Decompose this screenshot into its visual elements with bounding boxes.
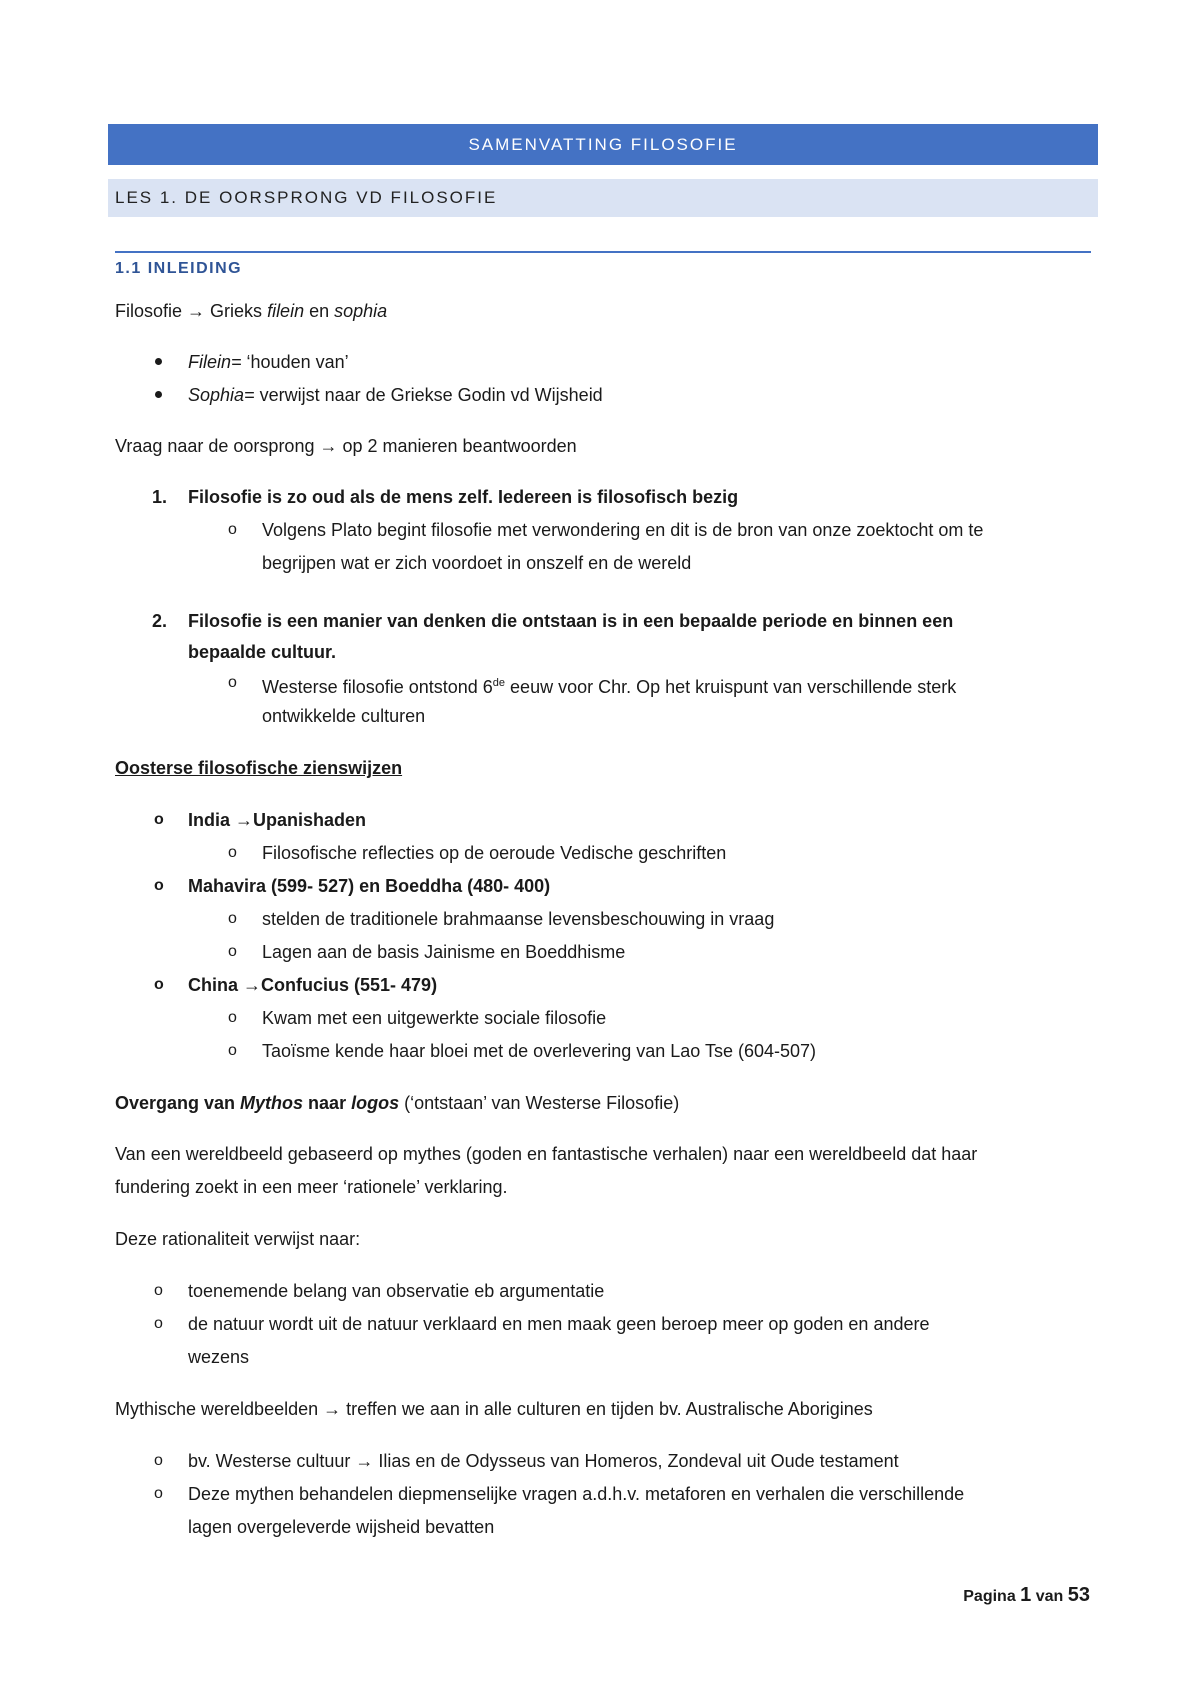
paragraph: Vraag naar de oorsprong → op 2 manieren beantwoorden (115, 436, 577, 456)
list-item: lagen overgeleverde wijsheid bevatten (188, 1517, 495, 1537)
circle-bullet-icon: o (228, 943, 237, 960)
paragraph: Mythische wereldbeelden → treffen we aan in alle culturen en tijden bv. Australische Aborigines (115, 1399, 873, 1419)
paragraph: Van een wereldbeeld gebaseerd op mythes (goden en fantastische verhalen) naar een wereldbeeld dat haar (115, 1144, 978, 1164)
list-item: stelden de traditionele brahmaanse levensbeschouwing in vraag (262, 909, 775, 929)
circle-bullet-icon: o (154, 1282, 163, 1299)
numbered-item-title: Filosofie is een manier van denken die ontstaan is in een bepaalde periode en binnen een (188, 611, 954, 631)
numbered-item-title: bepaalde cultuur. (188, 642, 337, 662)
subheading: Oosterse filosofische zienswijzen (115, 758, 403, 778)
list-item: Taoïsme kende haar bloei met de overlevering van Lao Tse (604-507) (262, 1041, 817, 1061)
circle-bullet-icon: o (228, 674, 237, 691)
heading-rule (115, 251, 1091, 253)
circle-bullet-icon: o (228, 1009, 237, 1026)
arrow-right-icon: → (355, 1451, 374, 1471)
paragraph: Deze rationaliteit verwijst naar: (115, 1229, 361, 1249)
intro-line: Filosofie → Grieks filein en sophia (115, 301, 388, 321)
circle-bullet-icon: o (154, 811, 164, 828)
list-item: ontwikkelde culturen (262, 706, 426, 726)
list-number: 2. (152, 611, 168, 631)
list-item: begrijpen wat er zich voordoet in onszelf en de wereld (262, 553, 692, 573)
list-item: Deze mythen behandelen diepmenselijke vragen a.d.h.v. metaforen en verhalen die verschillende (188, 1484, 965, 1504)
circle-bullet-icon: o (228, 844, 237, 861)
list-number: 1. (152, 487, 168, 507)
list-item: China →Confucius (551- 479) (188, 975, 438, 995)
circle-bullet-icon: o (154, 1485, 163, 1502)
list-item: Filein= ‘houden van’ (188, 352, 349, 372)
list-item: Kwam met een uitgewerkte sociale filosofie (262, 1008, 607, 1028)
list-item: Volgens Plato begint filosofie met verwondering en dit is de bron van onze zoektocht om te (262, 520, 984, 540)
bullet-icon (155, 358, 162, 365)
list-item: de natuur wordt uit de natuur verklaard en men maak geen beroep meer op goden en andere (188, 1314, 930, 1334)
arrow-right-icon: → (323, 1399, 342, 1419)
circle-bullet-icon: o (228, 1042, 237, 1059)
chapter-heading: LES 1. DE OORSPRONG VD FILOSOFIE (108, 179, 1098, 217)
paragraph: fundering zoekt in een meer ‘rationele’ verklaring. (115, 1177, 508, 1197)
document-title: SAMENVATTING FILOSOFIE (108, 124, 1098, 165)
arrow-right-icon: → (235, 810, 254, 830)
arrow-right-icon: → (187, 301, 206, 321)
list-item: Westerse filosofie ontstond 6de eeuw voor Chr. Op het kruispunt van verschillende sterk (262, 677, 957, 697)
list-item: Sophia= verwijst naar de Griekse Godin vd Wijsheid (188, 385, 603, 405)
list-item: India →Upanishaden (188, 810, 367, 830)
circle-bullet-icon: o (154, 976, 164, 993)
list-item: Filosofische reflecties op de oeroude Vedische geschriften (262, 843, 727, 863)
list-item: Lagen aan de basis Jainisme en Boeddhisme (262, 942, 626, 962)
arrow-right-icon: → (243, 975, 262, 995)
section-heading: 1.1 INLEIDING (115, 260, 243, 277)
list-item: bv. Westerse cultuur → Ilias en de Odysseus van Homeros, Zondeval uit Oude testament (188, 1451, 899, 1471)
list-item: Mahavira (599- 527) en Boeddha (480- 400) (188, 876, 551, 896)
list-item: wezens (188, 1347, 250, 1367)
list-item: toenemende belang van observatie eb argumentatie (188, 1281, 605, 1301)
subheading: Overgang van Mythos naar logos (‘ontstaan’ van Westerse Filosofie) (115, 1093, 680, 1113)
arrow-right-icon: → (319, 436, 338, 456)
circle-bullet-icon: o (154, 1452, 163, 1469)
circle-bullet-icon: o (154, 1315, 163, 1332)
page-number: Pagina 1 van 53 (963, 1584, 1090, 1606)
circle-bullet-icon: o (228, 910, 237, 927)
numbered-item-title: Filosofie is zo oud als de mens zelf. Iedereen is filosofisch bezig (188, 487, 739, 507)
circle-bullet-icon: o (154, 877, 164, 894)
bullet-icon (155, 391, 162, 398)
circle-bullet-icon: o (228, 521, 237, 538)
